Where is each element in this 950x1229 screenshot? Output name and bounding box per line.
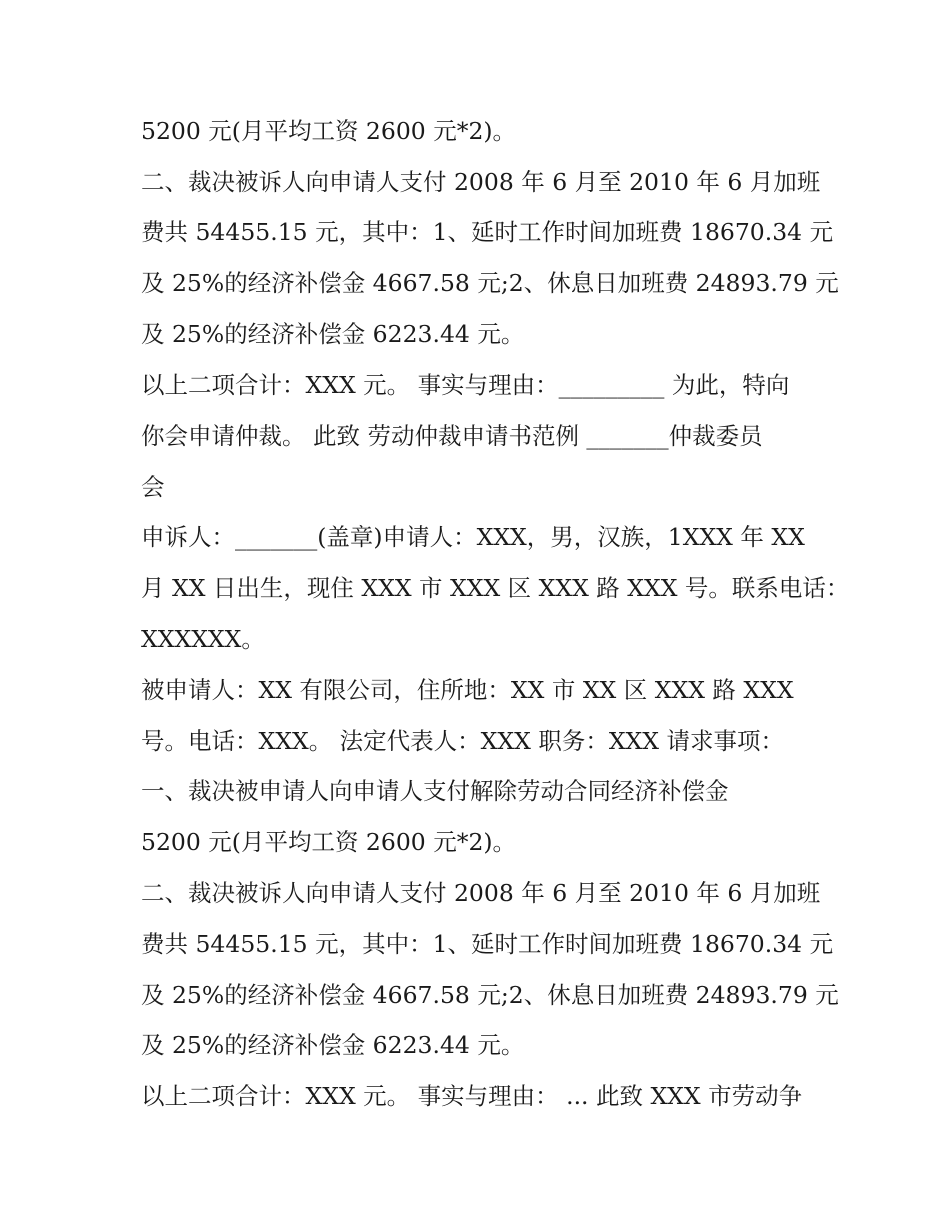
text-line: 你会申请仲裁。 此致 劳动仲裁申请书范例 _______仲裁委员 xyxy=(141,422,763,450)
text-line: 二、裁决被诉人向申请人支付 2008 年 6 月至 2010 年 6 月加班 xyxy=(141,168,821,196)
text-line: 会 xyxy=(141,473,165,501)
text-line: 5200 元(月平均工资 2600 元*2)。 xyxy=(141,828,517,856)
text-line: 一、裁决被申请人向申请人支付解除劳动合同经济补偿金 xyxy=(141,777,729,805)
text-line: 以上二项合计：XXX 元。 事实与理由： ... 此致 XXX 市劳动争 xyxy=(141,1082,803,1110)
text-line: 及 25%的经济补偿金 4667.58 元;2、休息日加班费 24893.79 元 xyxy=(141,981,839,1009)
text-line: 号。电话：XXX。 法定代表人：XXX 职务：XXX 请求事项： xyxy=(141,727,784,755)
text-line: 以上二项合计：XXX 元。 事实与理由：_________ 为此，特向 xyxy=(141,371,790,399)
text-line: 及 25%的经济补偿金 4667.58 元;2、休息日加班费 24893.79 元 xyxy=(141,269,839,297)
text-line: 二、裁决被诉人向申请人支付 2008 年 6 月至 2010 年 6 月加班 xyxy=(141,879,821,907)
text-line: 费共 54455.15 元，其中：1、延时工作时间加班费 18670.34 元 xyxy=(141,218,834,246)
text-line: 申诉人：_______(盖章)申请人：XXX，男，汉族，1XXX 年 XX xyxy=(141,523,805,551)
text-line: XXXXXX。 xyxy=(141,625,265,653)
text-line: 5200 元(月平均工资 2600 元*2)。 xyxy=(141,117,517,145)
text-line: 及 25%的经济补偿金 6223.44 元。 xyxy=(141,1031,525,1059)
text-line: 费共 54455.15 元，其中：1、延时工作时间加班费 18670.34 元 xyxy=(141,930,834,958)
text-line: 及 25%的经济补偿金 6223.44 元。 xyxy=(141,320,525,348)
text-line: 被申请人：XX 有限公司，住所地：XX 市 XX 区 XXX 路 XXX xyxy=(141,676,794,704)
text-line: 月 XX 日出生，现住 XXX 市 XXX 区 XXX 路 XXX 号。联系电话： xyxy=(141,574,850,602)
